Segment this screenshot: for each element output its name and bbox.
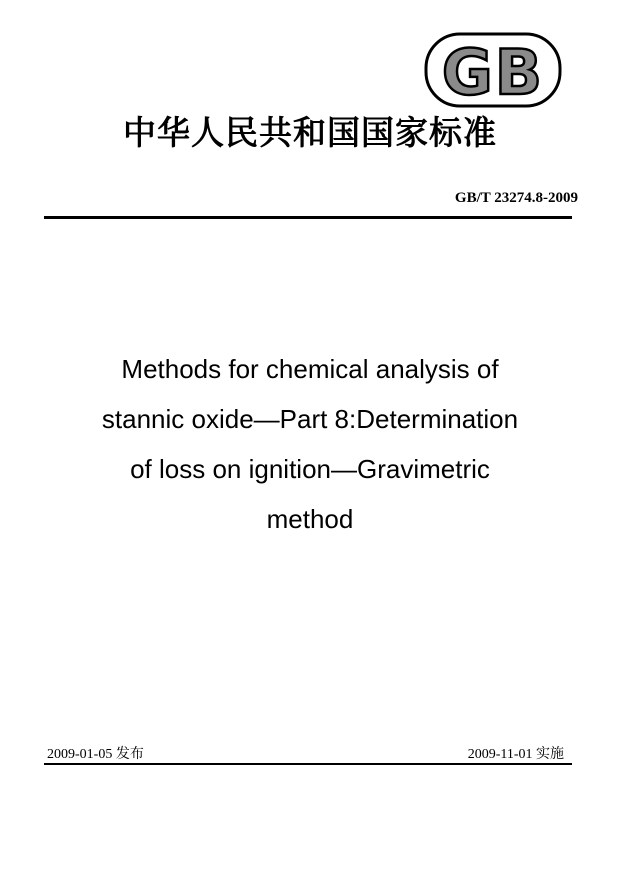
bottom-divider [44, 763, 572, 765]
title-line: Methods for chemical analysis of [121, 354, 499, 384]
logo-text: GB [441, 36, 545, 108]
document-title [40, 344, 580, 544]
title-line: stannic oxide—Part 8:Determination [101, 404, 519, 434]
standard-number: GB/T 23274.8-2009 [454, 190, 578, 206]
gb-logo [424, 32, 562, 108]
implementation-date: 2009-11-01 实施 [467, 747, 564, 762]
title-line: method [266, 504, 354, 534]
org-title: 中华人民共和国国家标准 [123, 113, 497, 152]
top-divider [44, 216, 572, 219]
issue-date: 2009-01-05 发布 [47, 747, 144, 762]
title-line: of loss on ignition—Gravimetric [130, 454, 490, 484]
